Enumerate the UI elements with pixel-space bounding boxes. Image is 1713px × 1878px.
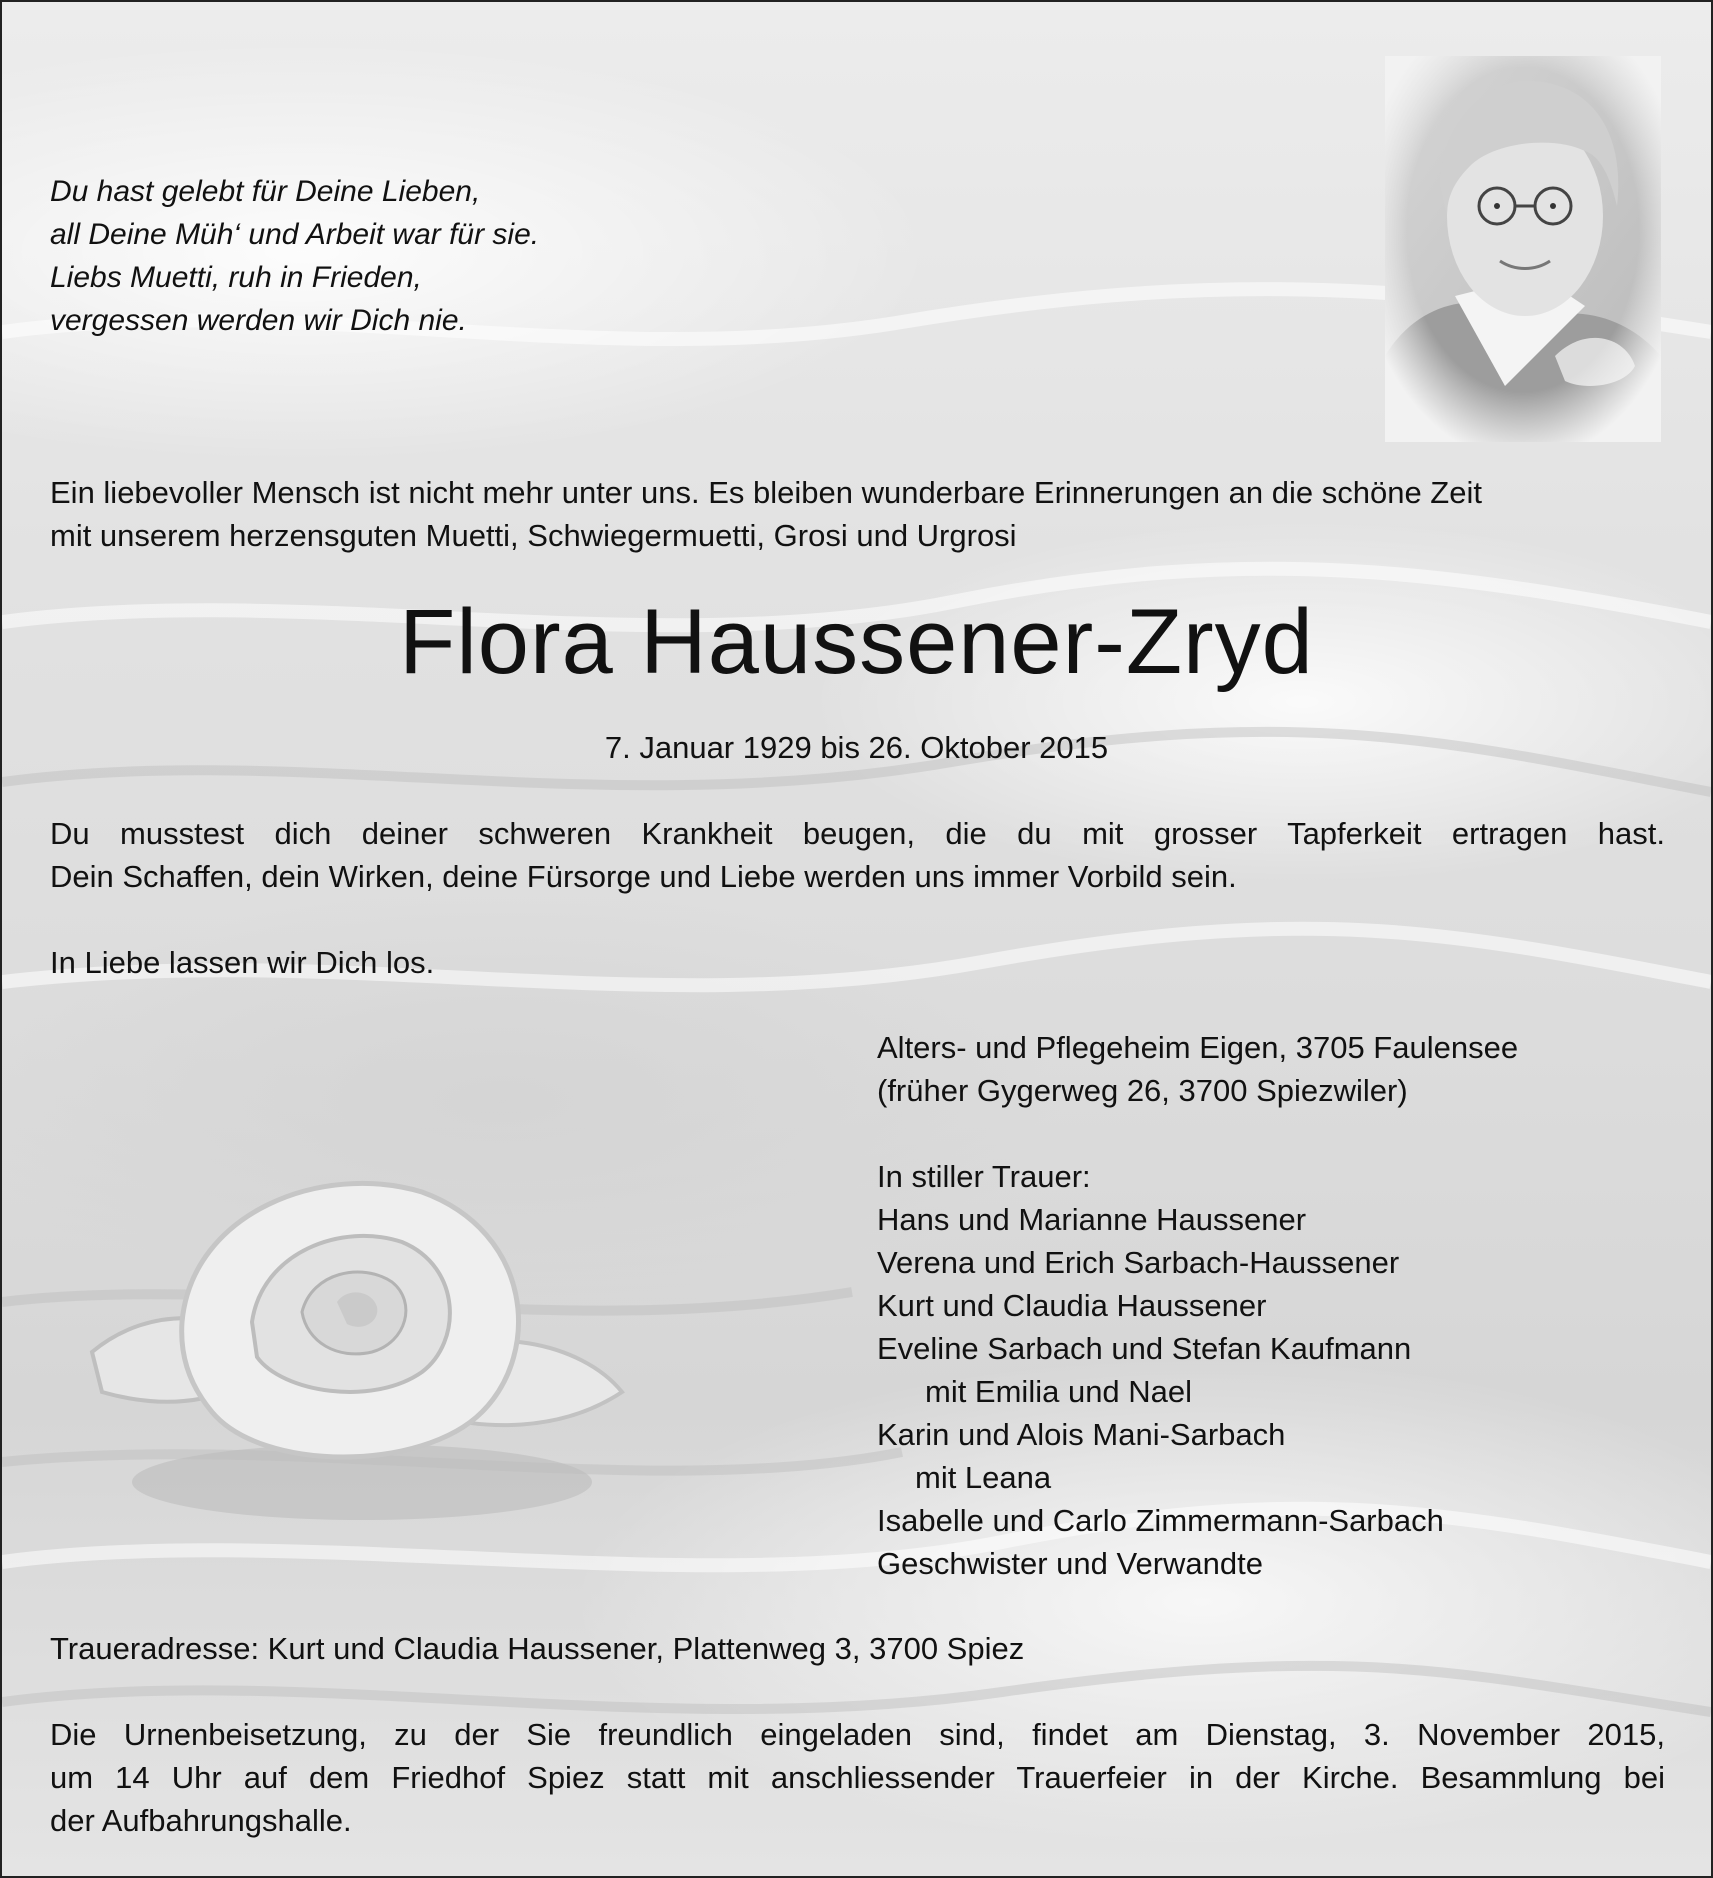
intro-line: Ein liebevoller Mensch ist nicht mehr unter uns. Es bleiben wunderbare Erinnerungen an die schöne Zeit [50,475,1482,510]
burial-line: Die Urnenbeisetzung, zu der Sie freundlich eingeladen sind, findet am Dienstag, 3. November 2015, [50,1717,1665,1752]
intro-line: mit unserem herzensguten Muetti, Schwiegermuetti, Grosi und Urgrosi [50,518,1017,553]
life-dates: 7. Januar 1929 bis 26. Oktober 2015 [604,730,1109,765]
residence-line: (früher Gygerweg 26, 3700 Spiezwiler) [877,1073,1408,1108]
mourner-entry: Geschwister und Verwandte [877,1546,1263,1581]
tribute-line: Dein Schaffen, dein Wirken, deine Fürsorge und Liebe werden uns immer Vorbild sein. [50,859,1237,894]
mourner-entry: Kurt und Claudia Haussener [877,1288,1267,1323]
mourner-entry: Verena und Erich Sarbach-Haussener [877,1245,1400,1280]
mourner-entry: Eveline Sarbach und Stefan Kaufmann [877,1331,1412,1366]
burial-line: der Aufbahrungshalle. [50,1803,352,1838]
poem [50,170,950,342]
farewell-line: In Liebe lassen wir Dich los. [50,945,435,980]
mourner-entry: mit Leana [915,1460,1052,1495]
mourner-entry: mit Emilia und Nael [925,1374,1193,1409]
poem-line: Liebs Muetti, ruh in Frieden, [50,261,422,294]
mourners-heading: In stiller Trauer: [877,1159,1091,1194]
rose-image [62,1152,642,1532]
tribute-line: Du musstest dich deiner schweren Krankheit beugen, die du mit grosser Tapferkeit ertragen hast. [50,816,1665,851]
burial-line: um 14 Uhr auf dem Friedhof Spiez statt mit anschliessender Trauerfeier in der Kirche. Besammlung bei [50,1760,1665,1795]
mourner-entry: Hans und Marianne Haussener [877,1202,1307,1237]
poem-line: all Deine Müh‘ und Arbeit war für sie. [50,218,540,251]
deceased-name: Flora Haussener-Zryd [399,591,1314,693]
poem-line: Du hast gelebt für Deine Lieben, [50,175,481,208]
mourners-block [877,1026,1657,1585]
mourner-entry: Karin und Alois Mani-Sarbach [877,1417,1286,1452]
tribute-paragraph [50,812,1665,898]
burial-info [50,1713,1665,1842]
poem-line: vergessen werden wir Dich nie. [50,304,467,337]
mourning-address: Traueradresse: Kurt und Claudia Haussener, Plattenweg 3, 3700 Spiez [50,1631,1025,1666]
residence-line: Alters- und Pflegeheim Eigen, 3705 Faulensee [877,1030,1519,1065]
mourner-entry: Isabelle und Carlo Zimmermann-Sarbach [877,1503,1444,1538]
intro-text [50,471,1665,557]
portrait-photo [1385,56,1661,442]
